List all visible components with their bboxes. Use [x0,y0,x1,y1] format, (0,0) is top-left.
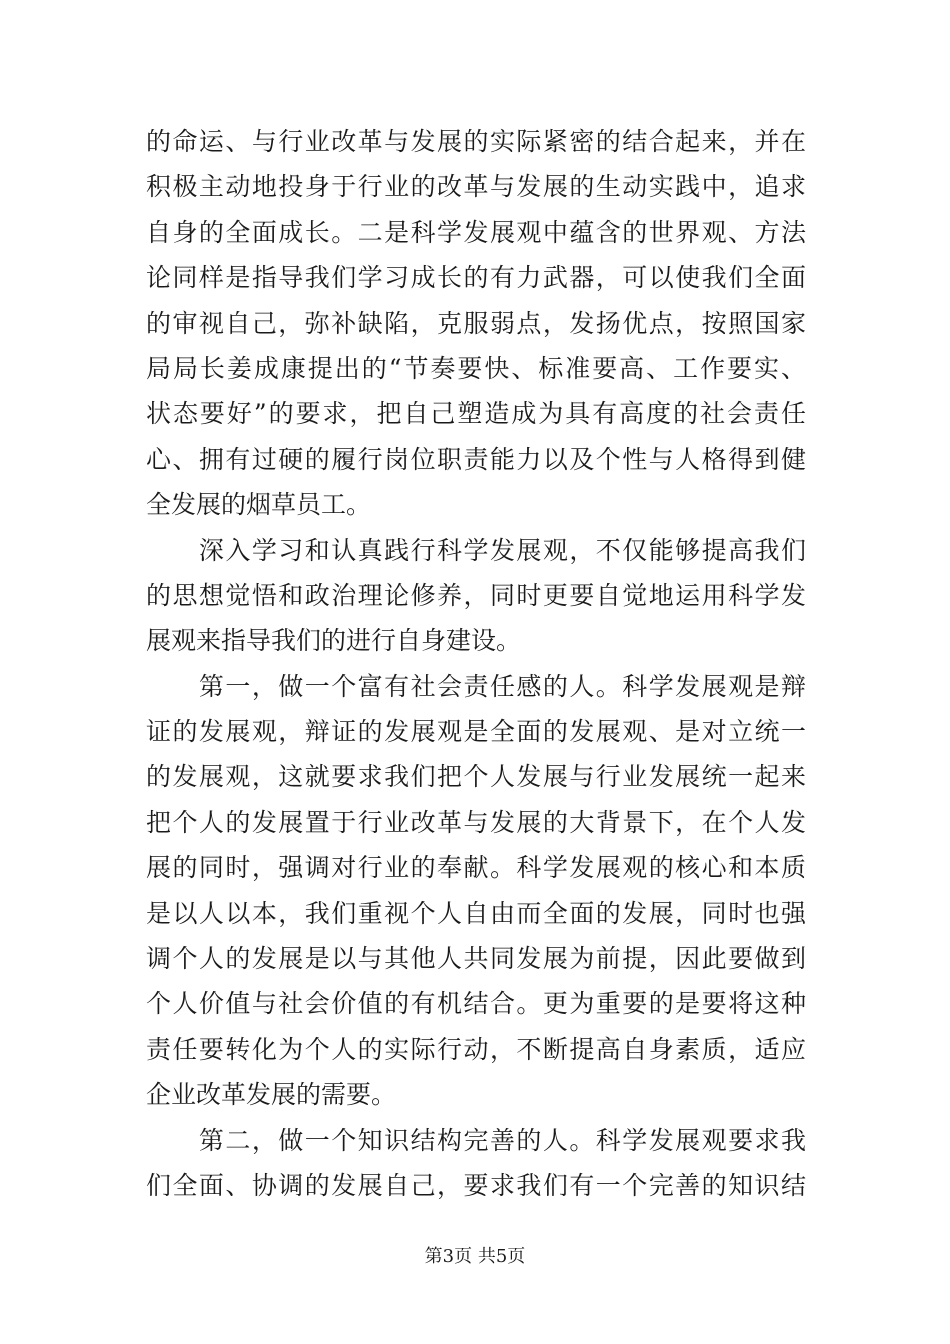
text-line: 状态要好”的要求，把自己塑造成为具有高度的社会责任 [146,399,806,429]
text-line: 深入学习和认真践行科学发展观，不仅能够提高我们 [146,535,806,565]
text-line: 企业改革发展的需要。 [146,1080,397,1110]
text-line: 调个人的发展是以与其他人共同发展为前提，因此要做到 [146,944,806,974]
text-line: 的发展观，这就要求我们把个人发展与行业发展统一起来 [146,762,806,792]
document-body [146,119,806,1208]
text-line: 个人价值与社会价值的有机结合。更为重要的是要将这种 [146,989,806,1019]
text-line: 积极主动地投身于行业的改革与发展的生动实践中，追求 [146,172,806,202]
text-line: 展的同时，强调对行业的奉献。科学发展观的核心和本质 [146,853,806,883]
text-line: 局局长姜成康提出的“节奏要快、标准要高、工作要实、 [146,353,806,383]
text-line: 心、拥有过硬的履行岗位职责能力以及个性与人格得到健 [146,444,806,474]
text-line: 是以人以本，我们重视个人自由而全面的发展，同时也强 [146,898,806,928]
page-footer: 第3页 共5页 [424,1246,526,1267]
text-line: 论同样是指导我们学习成长的有力武器，可以使我们全面 [146,263,806,293]
text-line: 责任要转化为个人的实际行动，不断提高自身素质，适应 [146,1034,806,1064]
text-line: 全发展的烟草员工。 [146,490,372,520]
text-line: 证的发展观，辩证的发展观是全面的发展观、是对立统一 [146,717,806,747]
text-line: 的命运、与行业改革与发展的实际紧密的结合起来，并在 [146,127,806,156]
text-line: 展观来指导我们的进行自身建设。 [146,626,522,656]
text-line: 自身的全面成长。二是科学发展观中蕴含的世界观、方法 [146,217,806,247]
text-line: 的思想觉悟和政治理论修养，同时更要自觉地运用科学发 [146,580,806,610]
text-line: 第二，做一个知识结构完善的人。科学发展观要求我 [146,1125,806,1155]
text-line: 的审视自己，弥补缺陷，克服弱点，发扬优点，按照国家 [146,308,806,338]
text-line: 第一，做一个富有社会责任感的人。科学发展观是辩 [146,671,806,701]
text-line: 把个人的发展置于行业改革与发展的大背景下，在个人发 [146,807,806,837]
text-line: 们全面、协调的发展自己，要求我们有一个完善的知识结 [146,1170,806,1200]
